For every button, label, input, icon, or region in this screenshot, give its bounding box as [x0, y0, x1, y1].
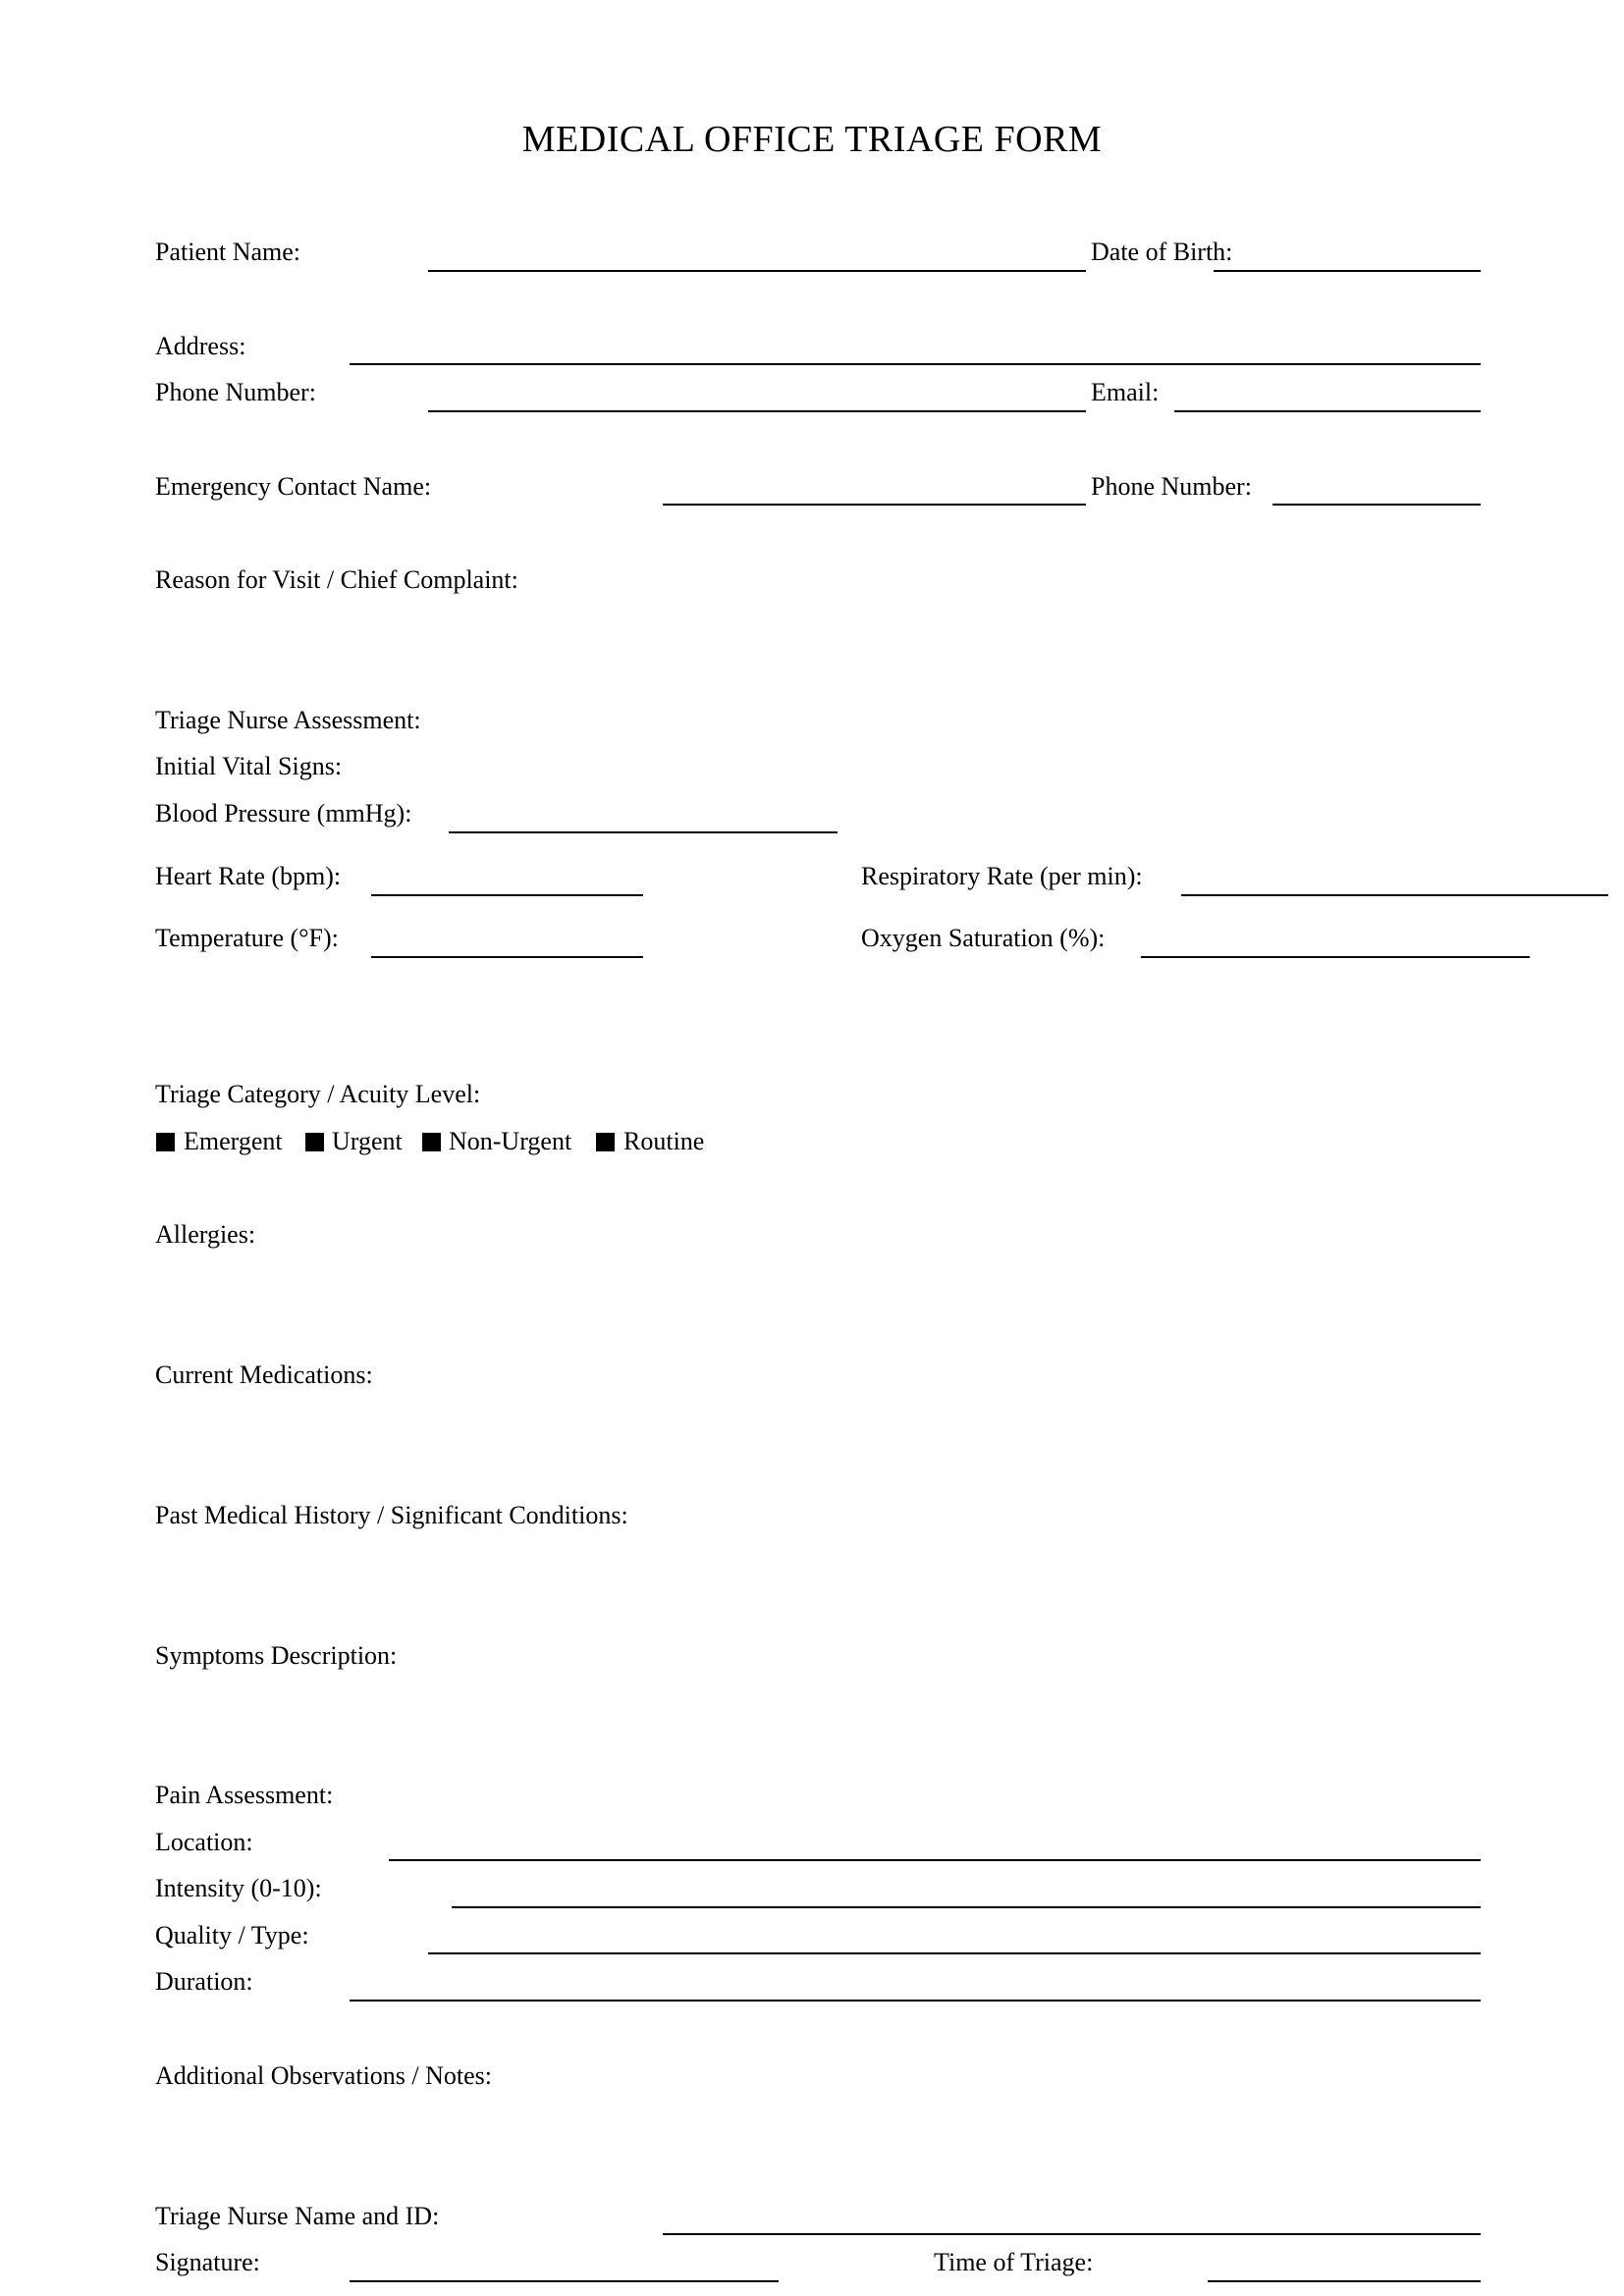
pain-assessment-heading: Pain Assessment:	[155, 1781, 334, 1809]
address-field[interactable]	[350, 363, 1481, 365]
heart-rate-field[interactable]	[371, 894, 643, 896]
current-medications-label: Current Medications:	[155, 1361, 373, 1389]
past-medical-history-label: Past Medical History / Significant Conditions:	[155, 1501, 628, 1529]
heart-rate-label: Heart Rate (bpm):	[155, 862, 342, 890]
temperature-field[interactable]	[371, 956, 643, 958]
urgent-option-label: Urgent	[332, 1127, 403, 1155]
address-label: Address:	[155, 332, 246, 360]
triage-nurse-name-field[interactable]	[663, 2233, 1481, 2235]
form-title: MEDICAL OFFICE TRIAGE FORM	[521, 119, 1103, 160]
routine-option-label: Routine	[623, 1127, 705, 1155]
time-of-triage-field[interactable]	[1208, 2280, 1481, 2282]
pain-location-label: Location:	[155, 1828, 253, 1856]
respiratory-rate-label: Respiratory Rate (per min):	[861, 862, 1143, 890]
triage-category-label: Triage Category / Acuity Level:	[155, 1080, 481, 1108]
blood-pressure-field[interactable]	[449, 831, 838, 833]
phone-number-label: Phone Number:	[155, 378, 316, 406]
symptoms-description-label: Symptoms Description:	[155, 1641, 398, 1670]
initial-vital-signs-heading: Initial Vital Signs:	[155, 752, 343, 780]
patient-name-field[interactable]	[428, 270, 1086, 272]
date-of-birth-label: Date of Birth:	[1091, 238, 1233, 266]
non-urgent-option-label: Non-Urgent	[449, 1127, 572, 1155]
non-urgent-checkbox[interactable]	[422, 1133, 441, 1151]
allergies-label: Allergies:	[155, 1220, 256, 1249]
patient-name-label: Patient Name:	[155, 238, 301, 266]
email-field[interactable]	[1174, 410, 1481, 412]
pain-intensity-field[interactable]	[452, 1906, 1481, 1908]
temperature-label: Temperature (°F):	[155, 924, 339, 952]
pain-quality-field[interactable]	[428, 1952, 1481, 1954]
emergency-contact-phone-field[interactable]	[1272, 504, 1481, 506]
routine-checkbox[interactable]	[596, 1133, 615, 1151]
emergency-contact-name-label: Emergency Contact Name:	[155, 472, 432, 501]
pain-quality-label: Quality / Type:	[155, 1921, 309, 1949]
emergent-option-label: Emergent	[184, 1127, 283, 1155]
respiratory-rate-field[interactable]	[1181, 894, 1608, 896]
urgent-checkbox[interactable]	[305, 1133, 324, 1151]
emergency-contact-phone-label: Phone Number:	[1091, 472, 1252, 501]
oxygen-saturation-field[interactable]	[1141, 956, 1530, 958]
triage-nurse-name-label: Triage Nurse Name and ID:	[155, 2202, 440, 2230]
triage-nurse-assessment-heading: Triage Nurse Assessment:	[155, 706, 421, 734]
oxygen-saturation-label: Oxygen Saturation (%):	[861, 924, 1106, 952]
pain-duration-label: Duration:	[155, 1967, 253, 1996]
additional-notes-label: Additional Observations / Notes:	[155, 2061, 493, 2090]
date-of-birth-field[interactable]	[1214, 270, 1481, 272]
pain-duration-field[interactable]	[350, 2000, 1481, 2002]
time-of-triage-label: Time of Triage:	[934, 2248, 1094, 2276]
signature-field[interactable]	[350, 2280, 779, 2282]
pain-intensity-label: Intensity (0-10):	[155, 1874, 322, 1902]
signature-label: Signature:	[155, 2248, 260, 2276]
reason-for-visit-label: Reason for Visit / Chief Complaint:	[155, 565, 518, 594]
blood-pressure-label: Blood Pressure (mmHg):	[155, 799, 412, 828]
pain-location-field[interactable]	[389, 1859, 1481, 1861]
emergent-checkbox[interactable]	[156, 1133, 175, 1151]
emergency-contact-name-field[interactable]	[663, 504, 1086, 506]
email-label: Email:	[1091, 378, 1160, 406]
phone-number-field[interactable]	[428, 410, 1086, 412]
